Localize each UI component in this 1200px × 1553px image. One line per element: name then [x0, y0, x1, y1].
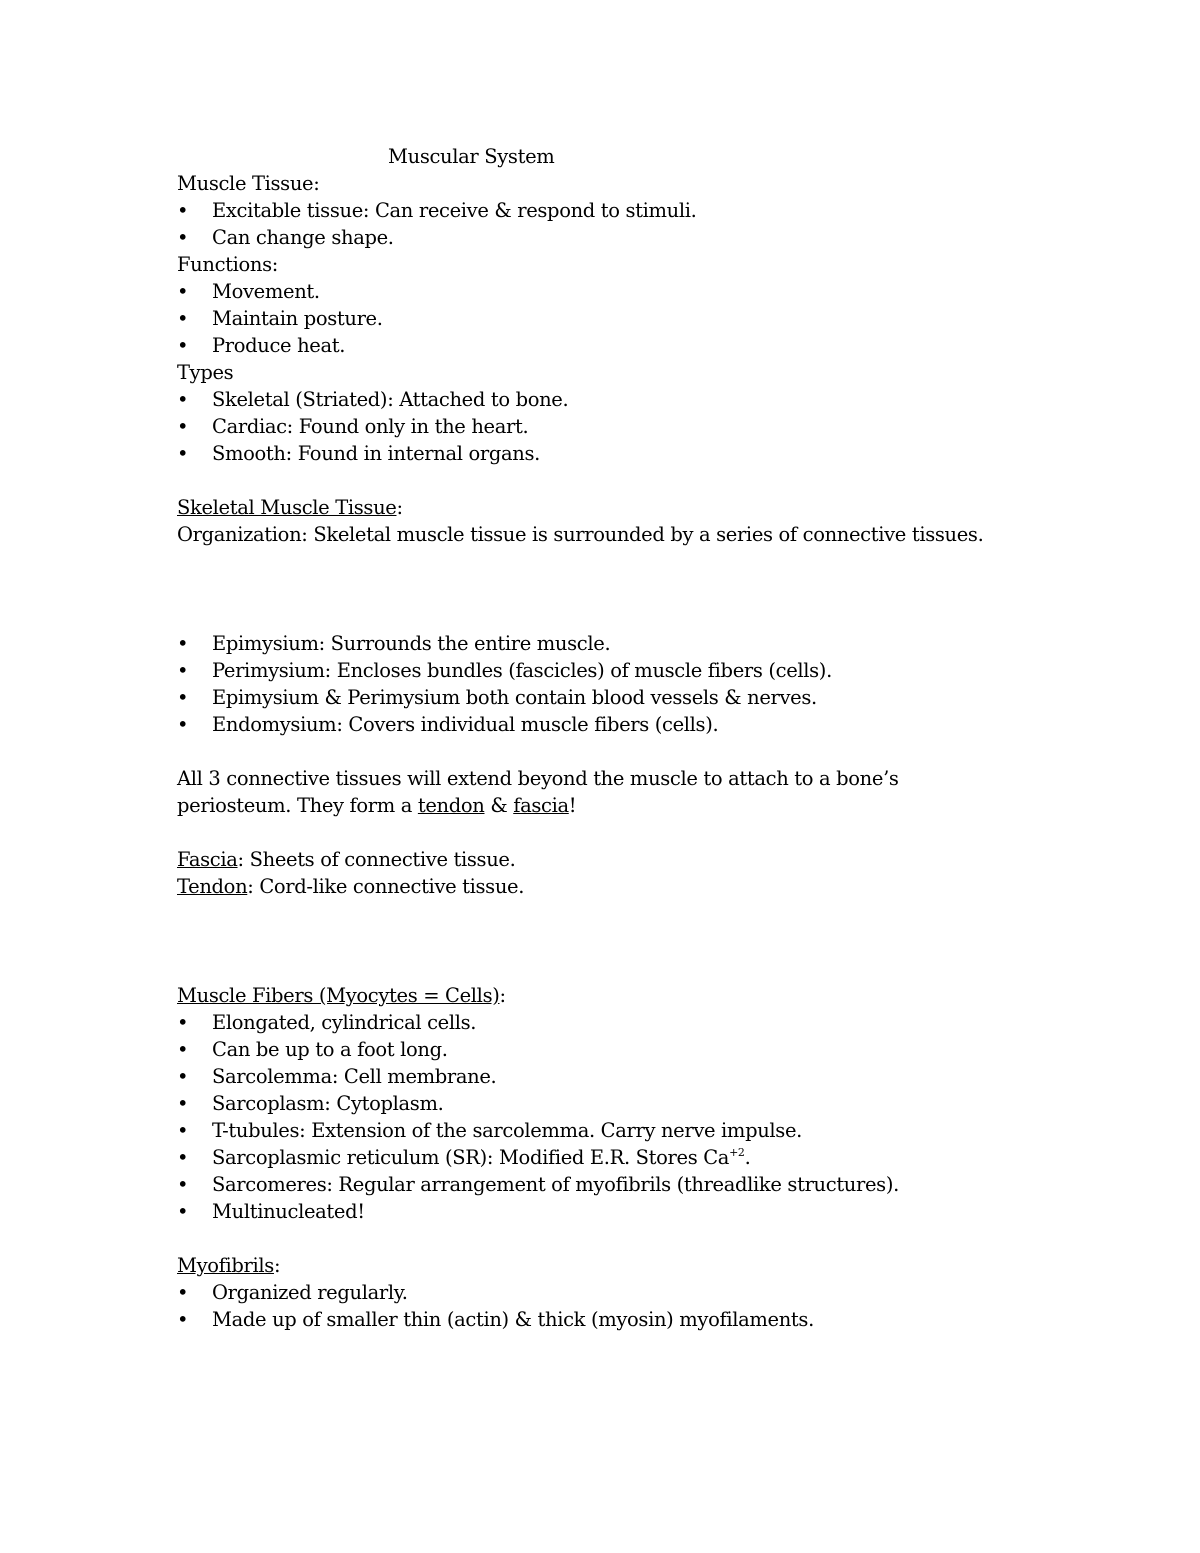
list-item-text: Maintain posture. — [212, 307, 383, 330]
bullet-icon: • — [177, 632, 189, 655]
list-item-text: Sarcolemma: Cell membrane. — [212, 1065, 497, 1088]
organization-text: Organization: Skeletal muscle tissue is surrounded by a series of connective tissues. — [177, 523, 984, 546]
myofibrils-heading — [177, 1252, 280, 1279]
list-item — [177, 1036, 448, 1063]
list-item — [177, 1171, 899, 1198]
list-item — [177, 305, 383, 332]
fascia-definition — [177, 846, 515, 873]
heading-colon: : — [396, 496, 403, 519]
bullet-icon: • — [177, 1146, 189, 1169]
list-item — [177, 386, 568, 413]
connective-paragraph-line2 — [177, 792, 576, 819]
list-item-text: Perimysium: Encloses bundles (fascicles) of muscle fibers (cells). — [212, 659, 832, 682]
exclamation: ! — [568, 794, 577, 817]
list-item-text: Epimysium & Perimysium both contain blood vessels & nerves. — [212, 686, 817, 709]
list-item — [177, 684, 817, 711]
bullet-icon: • — [177, 1281, 189, 1304]
heading-colon: : — [273, 1254, 281, 1277]
tendon-definition — [177, 873, 524, 900]
bullet-icon: • — [177, 1200, 189, 1223]
list-item-text: Endomysium: Covers individual muscle fibers (cells). — [212, 713, 719, 736]
fascia-definition-term: Fascia — [177, 848, 238, 871]
list-item-text: Made up of smaller thin (actin) & thick (myosin) myofilaments. — [212, 1308, 814, 1331]
fascia-term: fascia — [513, 794, 569, 817]
bullet-icon: • — [177, 415, 189, 438]
bullet-icon: • — [177, 334, 189, 357]
list-item-text: Multinucleated! — [212, 1200, 365, 1223]
bullet-icon: • — [177, 659, 189, 682]
muscle-tissue-heading: Muscle Tissue: — [177, 172, 320, 195]
muscle-fibers-heading-text: Muscle Fibers (Myocytes = Cells) — [177, 984, 500, 1007]
list-item-text: Can be up to a foot long. — [212, 1038, 448, 1061]
bullet-icon: • — [177, 1173, 189, 1196]
list-item-text: Cardiac: Found only in the heart. — [212, 415, 529, 438]
bullet-icon: • — [177, 1119, 189, 1142]
tendon-definition-term: Tendon — [177, 875, 248, 898]
tendon-term: tendon — [417, 794, 485, 817]
list-item-text: Can change shape. — [212, 226, 394, 249]
list-item-text: Sarcoplasm: Cytoplasm. — [212, 1092, 444, 1115]
list-item-text: T-tubules: Extension of the sarcolemma. Carry nerve impulse. — [212, 1119, 802, 1142]
bullet-icon: • — [177, 226, 189, 249]
list-item — [177, 332, 345, 359]
list-item-text: Sarcomeres: Regular arrangement of myofibrils (threadlike structures). — [212, 1173, 899, 1196]
bullet-icon: • — [177, 280, 189, 303]
list-item — [177, 1090, 443, 1117]
list-item — [177, 630, 610, 657]
bullet-icon: • — [177, 1011, 189, 1034]
ampersand: & — [484, 794, 514, 817]
list-item — [177, 278, 320, 305]
list-item-text: Sarcoplasmic reticulum (SR): Modified E.R. Stores Ca — [212, 1146, 730, 1169]
list-item-text: Elongated, cylindrical cells. — [212, 1011, 477, 1034]
superscript-charge: +2 — [729, 1146, 745, 1159]
functions-heading: Functions: — [177, 253, 279, 276]
bullet-icon: • — [177, 686, 189, 709]
tendon-definition-text: : Cord-like connective tissue. — [247, 875, 525, 898]
list-item — [177, 413, 528, 440]
list-item-text: Smooth: Found in internal organs. — [212, 442, 540, 465]
myofibrils-heading-text: Myofibrils — [177, 1254, 274, 1277]
list-item — [177, 1117, 802, 1144]
list-item — [177, 711, 718, 738]
list-item — [177, 1198, 365, 1225]
list-item — [177, 197, 697, 224]
list-item — [177, 224, 394, 251]
connective-paragraph-line1: All 3 connective tissues will extend beyond the muscle to attach to a bone’s — [177, 767, 899, 790]
list-item-text: Epimysium: Surrounds the entire muscle. — [212, 632, 611, 655]
list-item-end: . — [744, 1146, 751, 1169]
skeletal-muscle-heading — [177, 494, 403, 521]
connective-line2-text: periosteum. They form a — [177, 794, 418, 817]
types-heading: Types — [177, 361, 234, 384]
bullet-icon: • — [177, 1092, 189, 1115]
list-item — [177, 657, 832, 684]
list-item — [177, 1279, 408, 1306]
bullet-icon: • — [177, 1065, 189, 1088]
list-item-text: Skeletal (Striated): Attached to bone. — [212, 388, 569, 411]
list-item-text: Excitable tissue: Can receive & respond to stimuli. — [212, 199, 697, 222]
page-title: Muscular System — [388, 145, 555, 168]
bullet-icon: • — [177, 713, 189, 736]
bullet-icon: • — [177, 307, 189, 330]
bullet-icon: • — [177, 1308, 189, 1331]
bullet-icon: • — [177, 442, 189, 465]
list-item-text: Organized regularly. — [212, 1281, 408, 1304]
list-item-text: Produce heat. — [212, 334, 346, 357]
fascia-definition-text: : Sheets of connective tissue. — [237, 848, 516, 871]
list-item — [177, 440, 540, 467]
bullet-icon: • — [177, 199, 189, 222]
bullet-icon: • — [177, 1038, 189, 1061]
muscle-fibers-heading — [177, 982, 506, 1009]
list-item — [177, 1009, 476, 1036]
list-item — [177, 1144, 750, 1171]
heading-colon: : — [499, 984, 506, 1007]
bullet-icon: • — [177, 388, 189, 411]
skeletal-muscle-heading-text: Skeletal Muscle Tissue — [177, 496, 397, 519]
list-item — [177, 1063, 496, 1090]
list-item-text: Movement. — [212, 280, 320, 303]
list-item — [177, 1306, 814, 1333]
